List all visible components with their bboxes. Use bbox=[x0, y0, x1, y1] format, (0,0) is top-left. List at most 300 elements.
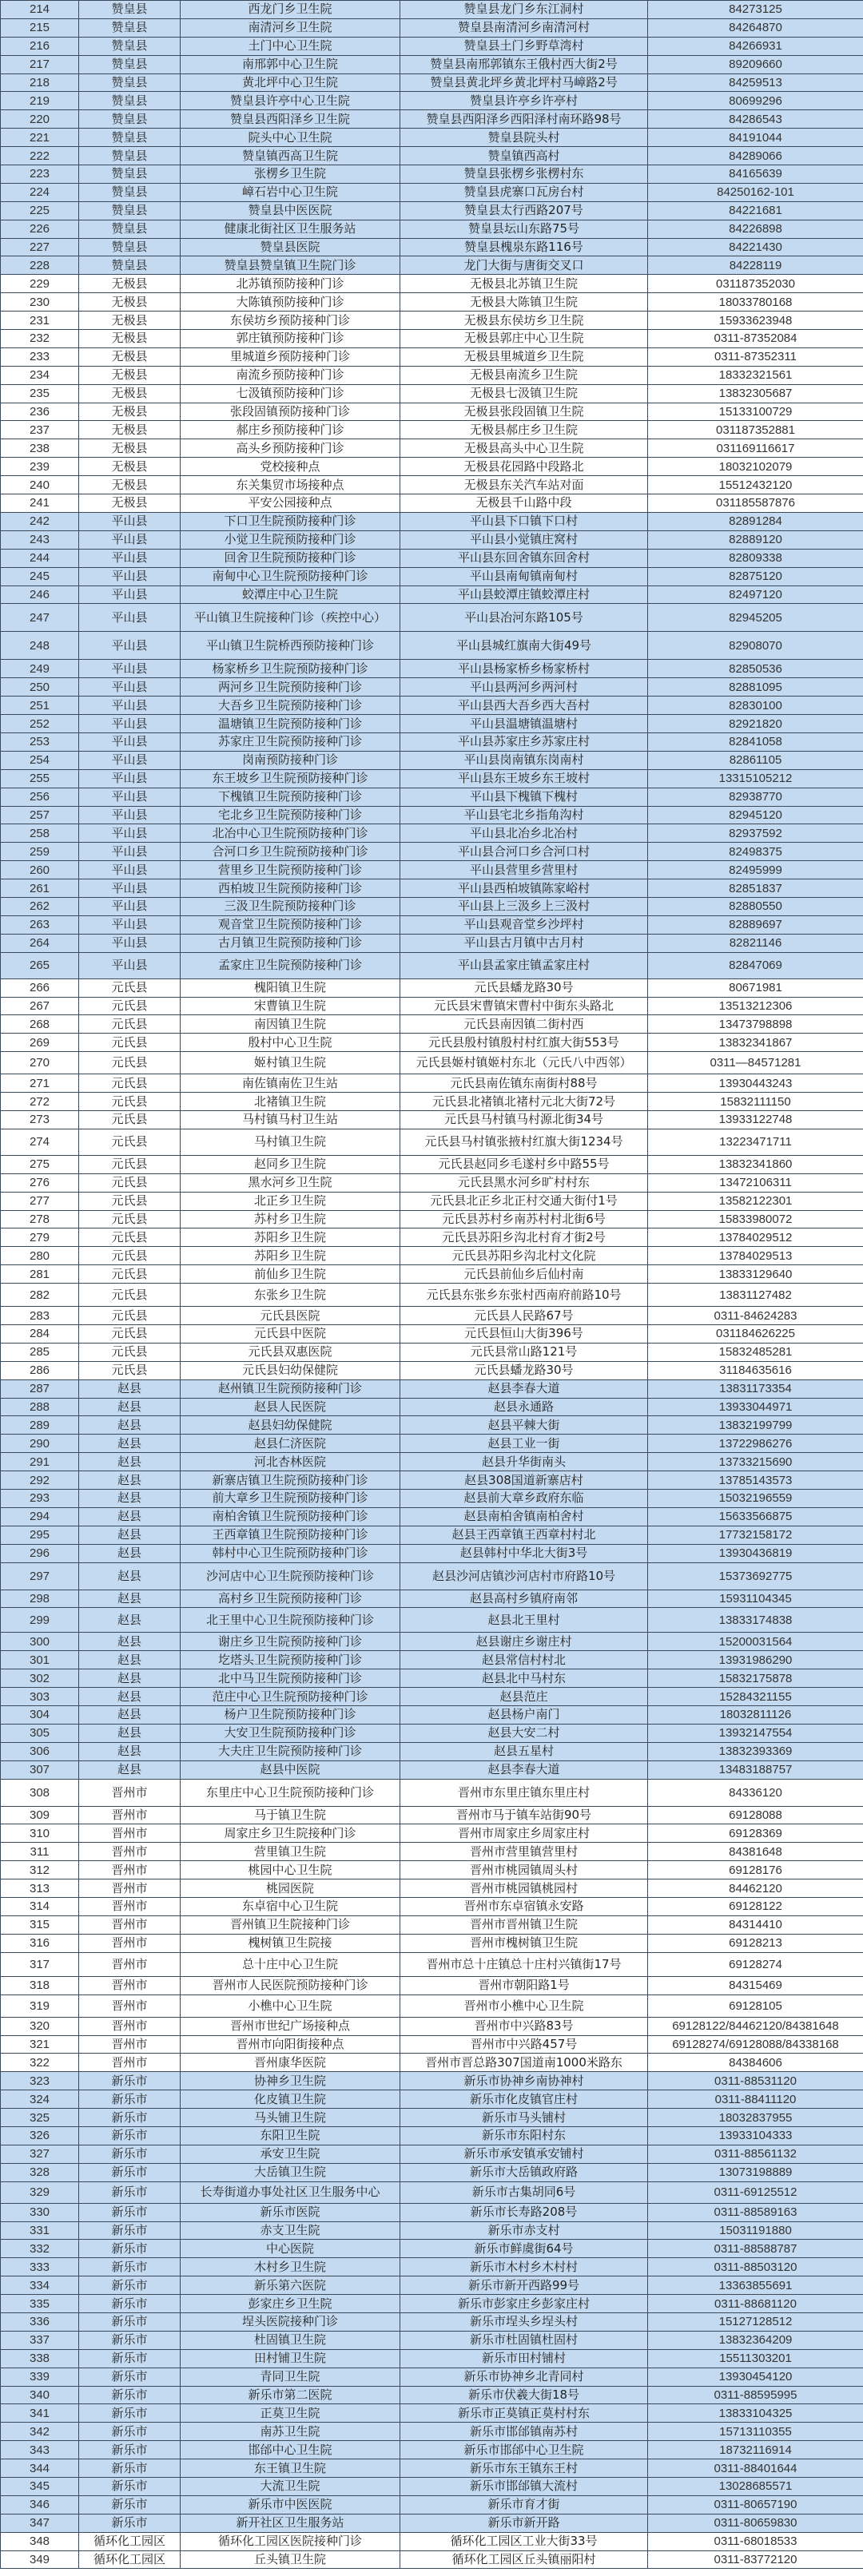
phone-cell: 31184635616 bbox=[648, 1361, 863, 1379]
address-cell: 新乐市协神乡南协神村 bbox=[400, 2072, 648, 2090]
phone-cell: 84221430 bbox=[648, 238, 863, 256]
address-cell: 新乐市新开路 bbox=[400, 2514, 648, 2532]
address-cell: 新乐市田村铺村 bbox=[400, 2349, 648, 2368]
row-number-cell: 297 bbox=[1, 1562, 79, 1590]
row-number-cell: 244 bbox=[1, 549, 79, 567]
table-row bbox=[1, 1633, 863, 1651]
address-cell: 新乐市伏羲大街18号 bbox=[400, 2386, 648, 2404]
county-cell: 晋州市 bbox=[79, 1952, 181, 1976]
address-cell: 元氏县北褚镇北褚村元北大街72号 bbox=[400, 1093, 648, 1111]
phone-cell: 82937592 bbox=[648, 824, 863, 843]
address-cell: 赵县平棘大街 bbox=[400, 1416, 648, 1435]
county-cell: 平山县 bbox=[79, 769, 181, 788]
address-cell: 平山县城红旗南大街49号 bbox=[400, 632, 648, 660]
phone-cell: 18032102079 bbox=[648, 458, 863, 476]
table-row bbox=[1, 1173, 863, 1192]
phone-cell: 18732116914 bbox=[648, 2441, 863, 2459]
address-cell: 无极县七汲镇卫生院 bbox=[400, 384, 648, 403]
row-number-cell: 214 bbox=[1, 1, 79, 19]
row-number-cell: 270 bbox=[1, 1052, 79, 1074]
table-row bbox=[1, 256, 863, 275]
county-cell: 赞皇县 bbox=[79, 110, 181, 129]
table-row bbox=[1, 915, 863, 934]
row-number-cell: 272 bbox=[1, 1093, 79, 1111]
table-row bbox=[1, 2368, 863, 2386]
site-name-cell: 中心医院 bbox=[181, 2240, 400, 2258]
phone-cell: 82850536 bbox=[648, 660, 863, 678]
phone-cell: 84384606 bbox=[648, 2054, 863, 2072]
county-cell: 新乐市 bbox=[79, 2090, 181, 2109]
table-row bbox=[1, 1688, 863, 1706]
address-cell: 元氏县常山路121号 bbox=[400, 1343, 648, 1361]
phone-cell: 84250162-101 bbox=[648, 183, 863, 201]
county-cell: 元氏县 bbox=[79, 1034, 181, 1052]
phone-cell: 82861105 bbox=[648, 751, 863, 769]
table-row bbox=[1, 92, 863, 110]
address-cell: 新乐市赤支村 bbox=[400, 2221, 648, 2240]
site-name-cell: 张段固镇预防接种门诊 bbox=[181, 403, 400, 421]
site-name-cell: 桃园医院 bbox=[181, 1879, 400, 1898]
phone-cell: 69128213 bbox=[648, 1934, 863, 1952]
county-cell: 赵县 bbox=[79, 1651, 181, 1669]
row-number-cell: 277 bbox=[1, 1192, 79, 1210]
address-cell: 新乐市马头铺村 bbox=[400, 2109, 648, 2127]
phone-cell: 69128176 bbox=[648, 1861, 863, 1879]
site-name-cell: 王西章镇卫生院预防接种门诊 bbox=[181, 1526, 400, 1544]
row-number-cell: 298 bbox=[1, 1590, 79, 1608]
address-cell: 赵县李春大道 bbox=[400, 1379, 648, 1398]
site-name-cell: 下槐镇卫生院预防接种门诊 bbox=[181, 788, 400, 806]
site-name-cell: 元氏县中医院 bbox=[181, 1325, 400, 1344]
table-row bbox=[1, 2312, 863, 2331]
phone-cell: 69128105 bbox=[648, 1995, 863, 2017]
county-cell: 平山县 bbox=[79, 915, 181, 934]
site-name-cell: 苏村乡卫生院 bbox=[181, 1210, 400, 1228]
county-cell: 无极县 bbox=[79, 494, 181, 513]
site-name-cell: 南因镇卫生院 bbox=[181, 1015, 400, 1034]
county-cell: 晋州市 bbox=[79, 1824, 181, 1843]
county-cell: 晋州市 bbox=[79, 1779, 181, 1806]
site-name-cell: 健康北街社区卫生服务站 bbox=[181, 220, 400, 238]
county-cell: 赵县 bbox=[79, 1490, 181, 1508]
phone-cell: 13473798898 bbox=[648, 1015, 863, 1034]
row-number-cell: 334 bbox=[1, 2276, 79, 2295]
row-number-cell: 227 bbox=[1, 238, 79, 256]
phone-cell: 15713110355 bbox=[648, 2423, 863, 2441]
table-row bbox=[1, 934, 863, 952]
address-cell: 无极县东关汽车站对面 bbox=[400, 476, 648, 494]
phone-cell: 0311-68018533 bbox=[648, 2532, 863, 2550]
phone-cell: 031187352030 bbox=[648, 275, 863, 293]
address-cell: 元氏县北正乡北正村交通大街付1号 bbox=[400, 1192, 648, 1210]
site-name-cell: 南苏卫生院 bbox=[181, 2423, 400, 2441]
address-cell: 无极县北苏镇卫生院 bbox=[400, 275, 648, 293]
address-cell: 晋州市晋总路307国道南1000米路东 bbox=[400, 2054, 648, 2072]
table-row bbox=[1, 751, 863, 769]
county-cell: 赞皇县 bbox=[79, 92, 181, 110]
table-row bbox=[1, 632, 863, 660]
phone-cell: 82945205 bbox=[648, 604, 863, 632]
row-number-cell: 302 bbox=[1, 1669, 79, 1688]
address-cell: 无极县张段固镇卫生院 bbox=[400, 403, 648, 421]
table-row bbox=[1, 2514, 863, 2532]
row-number-cell: 275 bbox=[1, 1155, 79, 1173]
phone-cell: 80699296 bbox=[648, 92, 863, 110]
row-number-cell: 333 bbox=[1, 2258, 79, 2276]
county-cell: 平山县 bbox=[79, 934, 181, 952]
county-cell: 赞皇县 bbox=[79, 256, 181, 275]
phone-cell: 0311-88588787 bbox=[648, 2240, 863, 2258]
row-number-cell: 342 bbox=[1, 2423, 79, 2441]
site-name-cell: 赵县仁济医院 bbox=[181, 1435, 400, 1453]
table-row bbox=[1, 1724, 863, 1742]
row-number-cell: 221 bbox=[1, 129, 79, 147]
site-name-cell: 平山镇卫生院桥西预防接种门诊 bbox=[181, 632, 400, 660]
table-row bbox=[1, 1435, 863, 1453]
address-cell: 平山县蛟潭庄镇蛟潭庄村 bbox=[400, 585, 648, 604]
row-number-cell: 293 bbox=[1, 1490, 79, 1508]
county-cell: 元氏县 bbox=[79, 1361, 181, 1379]
phone-cell: 13833104325 bbox=[648, 2404, 863, 2423]
row-number-cell: 348 bbox=[1, 2532, 79, 2550]
address-cell: 平山县西大吾乡西大吾村 bbox=[400, 697, 648, 715]
address-cell: 赞皇县南邢郭镇东王俄村西大街2号 bbox=[400, 55, 648, 73]
site-name-cell: 郝庄乡预防接种门诊 bbox=[181, 421, 400, 439]
table-row bbox=[1, 293, 863, 312]
address-cell: 元氏县东张乡东张村西南府前路10号 bbox=[400, 1284, 648, 1307]
phone-cell: 0311-80659830 bbox=[648, 2514, 863, 2532]
row-number-cell: 303 bbox=[1, 1688, 79, 1706]
row-number-cell: 347 bbox=[1, 2514, 79, 2532]
table-row bbox=[1, 2550, 863, 2569]
row-number-cell: 284 bbox=[1, 1325, 79, 1344]
phone-cell: 82891284 bbox=[648, 512, 863, 530]
table-row bbox=[1, 2495, 863, 2514]
phone-cell: 13784029512 bbox=[648, 1228, 863, 1247]
row-number-cell: 343 bbox=[1, 2441, 79, 2459]
row-number-cell: 288 bbox=[1, 1398, 79, 1416]
table-row bbox=[1, 1110, 863, 1129]
row-number-cell: 257 bbox=[1, 806, 79, 824]
site-name-cell: 苏阳乡卫生院 bbox=[181, 1247, 400, 1265]
table-row bbox=[1, 1760, 863, 1779]
phone-cell: 0311-80657190 bbox=[648, 2495, 863, 2514]
phone-cell: 15931104345 bbox=[648, 1590, 863, 1608]
county-cell: 元氏县 bbox=[79, 1129, 181, 1155]
row-number-cell: 253 bbox=[1, 732, 79, 751]
county-cell: 晋州市 bbox=[79, 1915, 181, 1934]
row-number-cell: 332 bbox=[1, 2240, 79, 2258]
address-cell: 元氏县马村镇马村源北街34号 bbox=[400, 1110, 648, 1129]
county-cell: 新乐市 bbox=[79, 2221, 181, 2240]
phone-cell: 18032811126 bbox=[648, 1706, 863, 1725]
county-cell: 新乐市 bbox=[79, 2295, 181, 2313]
row-number-cell: 254 bbox=[1, 751, 79, 769]
row-number-cell: 318 bbox=[1, 1976, 79, 1995]
county-cell: 新乐市 bbox=[79, 2203, 181, 2221]
table-row bbox=[1, 439, 863, 458]
phone-cell: 82945120 bbox=[648, 806, 863, 824]
address-cell: 元氏县黑水河乡旷村村东 bbox=[400, 1173, 648, 1192]
phone-cell: 0311-88411120 bbox=[648, 2090, 863, 2109]
county-cell: 循环化工园区 bbox=[79, 2550, 181, 2569]
row-number-cell: 300 bbox=[1, 1633, 79, 1651]
site-name-cell: 宅北乡卫生院预防接种门诊 bbox=[181, 806, 400, 824]
county-cell: 赞皇县 bbox=[79, 1, 181, 19]
phone-cell: 031169116617 bbox=[648, 439, 863, 458]
county-cell: 无极县 bbox=[79, 476, 181, 494]
table-row bbox=[1, 2331, 863, 2349]
phone-cell: 031184626225 bbox=[648, 1325, 863, 1344]
phone-cell: 13831173354 bbox=[648, 1379, 863, 1398]
table-row bbox=[1, 366, 863, 384]
phone-cell: 13933044971 bbox=[648, 1398, 863, 1416]
address-cell: 循环化工园区丘头镇丽阳村 bbox=[400, 2550, 648, 2569]
table-row bbox=[1, 55, 863, 73]
row-number-cell: 266 bbox=[1, 978, 79, 997]
address-cell: 平山县岗南镇东岗南村 bbox=[400, 751, 648, 769]
phone-cell: 15933623948 bbox=[648, 312, 863, 330]
site-name-cell: 范庄中心卫生院预防接种门诊 bbox=[181, 1688, 400, 1706]
site-name-cell: 马头铺卫生院 bbox=[181, 2109, 400, 2127]
phone-cell: 82821146 bbox=[648, 934, 863, 952]
phone-cell: 89209660 bbox=[648, 55, 863, 73]
table-row bbox=[1, 458, 863, 476]
table-row bbox=[1, 997, 863, 1015]
address-cell: 新乐市木村乡木村村 bbox=[400, 2258, 648, 2276]
address-cell: 平山县两河乡两河村 bbox=[400, 678, 648, 697]
row-number-cell: 325 bbox=[1, 2109, 79, 2127]
row-number-cell: 239 bbox=[1, 458, 79, 476]
county-cell: 赵县 bbox=[79, 1669, 181, 1688]
table-row bbox=[1, 604, 863, 632]
county-cell: 赵县 bbox=[79, 1590, 181, 1608]
table-row bbox=[1, 530, 863, 549]
address-cell: 平山县冶河东路105号 bbox=[400, 604, 648, 632]
phone-cell: 0311-88503120 bbox=[648, 2258, 863, 2276]
county-cell: 平山县 bbox=[79, 861, 181, 879]
phone-cell: 13582122301 bbox=[648, 1192, 863, 1210]
phone-cell: 82841058 bbox=[648, 732, 863, 751]
row-number-cell: 233 bbox=[1, 347, 79, 366]
site-name-cell: 苏阳乡卫生院 bbox=[181, 1228, 400, 1247]
county-cell: 新乐市 bbox=[79, 2423, 181, 2441]
row-number-cell: 252 bbox=[1, 715, 79, 733]
county-cell: 无极县 bbox=[79, 347, 181, 366]
site-name-cell: 晋州镇卫生院接种门诊 bbox=[181, 1915, 400, 1934]
address-cell: 赞皇县许亭乡许亭村 bbox=[400, 92, 648, 110]
county-cell: 平山县 bbox=[79, 788, 181, 806]
county-cell: 赵县 bbox=[79, 1435, 181, 1453]
site-name-cell: 殷村中心卫生院 bbox=[181, 1034, 400, 1052]
address-cell: 赵县沙河店镇沙河店村市府路10号 bbox=[400, 1562, 648, 1590]
site-name-cell: 营里镇卫生院 bbox=[181, 1843, 400, 1861]
table-row bbox=[1, 1742, 863, 1760]
row-number-cell: 313 bbox=[1, 1879, 79, 1898]
phone-cell: 84264870 bbox=[648, 18, 863, 37]
row-number-cell: 236 bbox=[1, 403, 79, 421]
table-row bbox=[1, 1247, 863, 1265]
table-row bbox=[1, 1093, 863, 1111]
row-number-cell: 267 bbox=[1, 997, 79, 1015]
site-name-cell: 东里庄中心卫生院预防接种门诊 bbox=[181, 1779, 400, 1806]
row-number-cell: 225 bbox=[1, 201, 79, 220]
table-row bbox=[1, 1843, 863, 1861]
row-number-cell: 282 bbox=[1, 1284, 79, 1307]
site-name-cell: 苏家庄卫生院预防接种门诊 bbox=[181, 732, 400, 751]
site-name-cell: 南柏舍镇卫生院预防接种门诊 bbox=[181, 1507, 400, 1526]
table-row bbox=[1, 1074, 863, 1093]
site-name-cell: 新寨店镇卫生院预防接种门诊 bbox=[181, 1471, 400, 1490]
phone-cell: 18033780168 bbox=[648, 293, 863, 312]
site-name-cell: 高村乡卫生院预防接种门诊 bbox=[181, 1590, 400, 1608]
table-row bbox=[1, 2145, 863, 2163]
address-cell: 新乐市邯邰中心卫生院 bbox=[400, 2441, 648, 2459]
site-name-cell: 马于镇卫生院 bbox=[181, 1806, 400, 1824]
table-row bbox=[1, 1976, 863, 1995]
table-row bbox=[1, 1544, 863, 1562]
address-cell: 元氏县人民路67号 bbox=[400, 1307, 648, 1325]
row-number-cell: 268 bbox=[1, 1015, 79, 1034]
table-row bbox=[1, 952, 863, 978]
county-cell: 新乐市 bbox=[79, 2495, 181, 2514]
site-name-cell: 南流乡预防接种门诊 bbox=[181, 366, 400, 384]
county-cell: 元氏县 bbox=[79, 1074, 181, 1093]
county-cell: 晋州市 bbox=[79, 1806, 181, 1824]
table-row bbox=[1, 2441, 863, 2459]
address-cell: 无极县东侯坊乡卫生院 bbox=[400, 312, 648, 330]
phone-cell: 15832175878 bbox=[648, 1669, 863, 1688]
phone-cell: 84289066 bbox=[648, 147, 863, 165]
site-name-cell: 新乐第六医院 bbox=[181, 2276, 400, 2295]
row-number-cell: 235 bbox=[1, 384, 79, 403]
county-cell: 无极县 bbox=[79, 293, 181, 312]
phone-cell: 13722986276 bbox=[648, 1435, 863, 1453]
address-cell: 赞皇县龙门乡东江洞村 bbox=[400, 1, 648, 19]
county-cell: 赵县 bbox=[79, 1742, 181, 1760]
row-number-cell: 307 bbox=[1, 1760, 79, 1779]
row-number-cell: 340 bbox=[1, 2386, 79, 2404]
site-name-cell: 化皮镇卫生院 bbox=[181, 2090, 400, 2109]
phone-cell: 82497120 bbox=[648, 585, 863, 604]
table-row bbox=[1, 824, 863, 843]
row-number-cell: 256 bbox=[1, 788, 79, 806]
row-number-cell: 269 bbox=[1, 1034, 79, 1052]
county-cell: 无极县 bbox=[79, 403, 181, 421]
address-cell: 赞皇县太行西路207号 bbox=[400, 201, 648, 220]
address-cell: 晋州市桃园镇桃园村 bbox=[400, 1879, 648, 1898]
address-cell: 赞皇县院头村 bbox=[400, 129, 648, 147]
site-name-cell: 岗南预防接种门诊 bbox=[181, 751, 400, 769]
table-row bbox=[1, 715, 863, 733]
phone-cell: 13832341860 bbox=[648, 1155, 863, 1173]
site-name-cell: 承安卫生院 bbox=[181, 2145, 400, 2163]
county-cell: 无极县 bbox=[79, 366, 181, 384]
address-cell: 赵县高村乡镇府南邻 bbox=[400, 1590, 648, 1608]
county-cell: 平山县 bbox=[79, 715, 181, 733]
row-number-cell: 323 bbox=[1, 2072, 79, 2090]
phone-cell: 84336120 bbox=[648, 1779, 863, 1806]
phone-cell: 031187352881 bbox=[648, 421, 863, 439]
address-cell: 晋州市马于镇车站街90号 bbox=[400, 1806, 648, 1824]
site-name-cell: 下口卫生院预防接种门诊 bbox=[181, 512, 400, 530]
table-row bbox=[1, 1015, 863, 1034]
county-cell: 新乐市 bbox=[79, 2145, 181, 2163]
row-number-cell: 265 bbox=[1, 952, 79, 978]
row-number-cell: 304 bbox=[1, 1706, 79, 1725]
row-number-cell: 310 bbox=[1, 1824, 79, 1843]
address-cell: 晋州市东卓宿镇永安路 bbox=[400, 1898, 648, 1916]
county-cell: 元氏县 bbox=[79, 1052, 181, 1074]
table-row bbox=[1, 2072, 863, 2090]
table-row bbox=[1, 788, 863, 806]
address-cell: 平山县下槐镇下槐村 bbox=[400, 788, 648, 806]
county-cell: 无极县 bbox=[79, 275, 181, 293]
address-cell: 无极县郝庄乡卫生院 bbox=[400, 421, 648, 439]
address-cell: 赵县北王里村 bbox=[400, 1608, 648, 1633]
row-number-cell: 261 bbox=[1, 879, 79, 898]
phone-cell: 13932147554 bbox=[648, 1724, 863, 1742]
county-cell: 平山县 bbox=[79, 751, 181, 769]
site-name-cell: 赞皇县许亭中心卫生院 bbox=[181, 92, 400, 110]
site-name-cell: 西龙门乡卫生院 bbox=[181, 1, 400, 19]
table-row bbox=[1, 220, 863, 238]
site-name-cell: 木村乡卫生院 bbox=[181, 2258, 400, 2276]
table-row bbox=[1, 1210, 863, 1228]
phone-cell: 15633566875 bbox=[648, 1507, 863, 1526]
county-cell: 新乐市 bbox=[79, 2163, 181, 2181]
table-row bbox=[1, 1034, 863, 1052]
row-number-cell: 291 bbox=[1, 1453, 79, 1471]
phone-cell: 82498375 bbox=[648, 843, 863, 861]
phone-cell: 69128369 bbox=[648, 1824, 863, 1843]
address-cell: 赵县工业一街 bbox=[400, 1435, 648, 1453]
table-row bbox=[1, 1343, 863, 1361]
county-cell: 平山县 bbox=[79, 585, 181, 604]
phone-cell: 18332321561 bbox=[648, 366, 863, 384]
address-cell: 晋州市总十庄镇总十庄村兴镇街17号 bbox=[400, 1952, 648, 1976]
county-cell: 赵县 bbox=[79, 1608, 181, 1633]
table-row bbox=[1, 1608, 863, 1633]
county-cell: 循环化工园区 bbox=[79, 2532, 181, 2550]
table-row bbox=[1, 2163, 863, 2181]
site-name-cell: 小觉卫生院预防接种门诊 bbox=[181, 530, 400, 549]
phone-cell: 82881095 bbox=[648, 678, 863, 697]
address-cell: 无极县大陈镇卫生院 bbox=[400, 293, 648, 312]
county-cell: 赵县 bbox=[79, 1562, 181, 1590]
county-cell: 新乐市 bbox=[79, 2441, 181, 2459]
county-cell: 元氏县 bbox=[79, 1210, 181, 1228]
county-cell: 晋州市 bbox=[79, 1879, 181, 1898]
table-row bbox=[1, 201, 863, 220]
county-cell: 晋州市 bbox=[79, 2017, 181, 2035]
address-cell: 平山县苏家庄乡苏家庄村 bbox=[400, 732, 648, 751]
row-number-cell: 246 bbox=[1, 585, 79, 604]
table-row bbox=[1, 1995, 863, 2017]
county-cell: 新乐市 bbox=[79, 2126, 181, 2145]
site-name-cell: 院头中心卫生院 bbox=[181, 129, 400, 147]
phone-cell: 82921820 bbox=[648, 715, 863, 733]
table-row bbox=[1, 732, 863, 751]
phone-cell: 69128122 bbox=[648, 1898, 863, 1916]
address-cell: 赵县李春大道 bbox=[400, 1760, 648, 1779]
address-cell: 赵县韩村中华北大街3号 bbox=[400, 1544, 648, 1562]
site-name-cell: 土门中心卫生院 bbox=[181, 37, 400, 55]
table-row bbox=[1, 1526, 863, 1544]
address-cell: 平山县下口镇下口村 bbox=[400, 512, 648, 530]
row-number-cell: 296 bbox=[1, 1544, 79, 1562]
phone-cell: 0311-84624283 bbox=[648, 1307, 863, 1325]
